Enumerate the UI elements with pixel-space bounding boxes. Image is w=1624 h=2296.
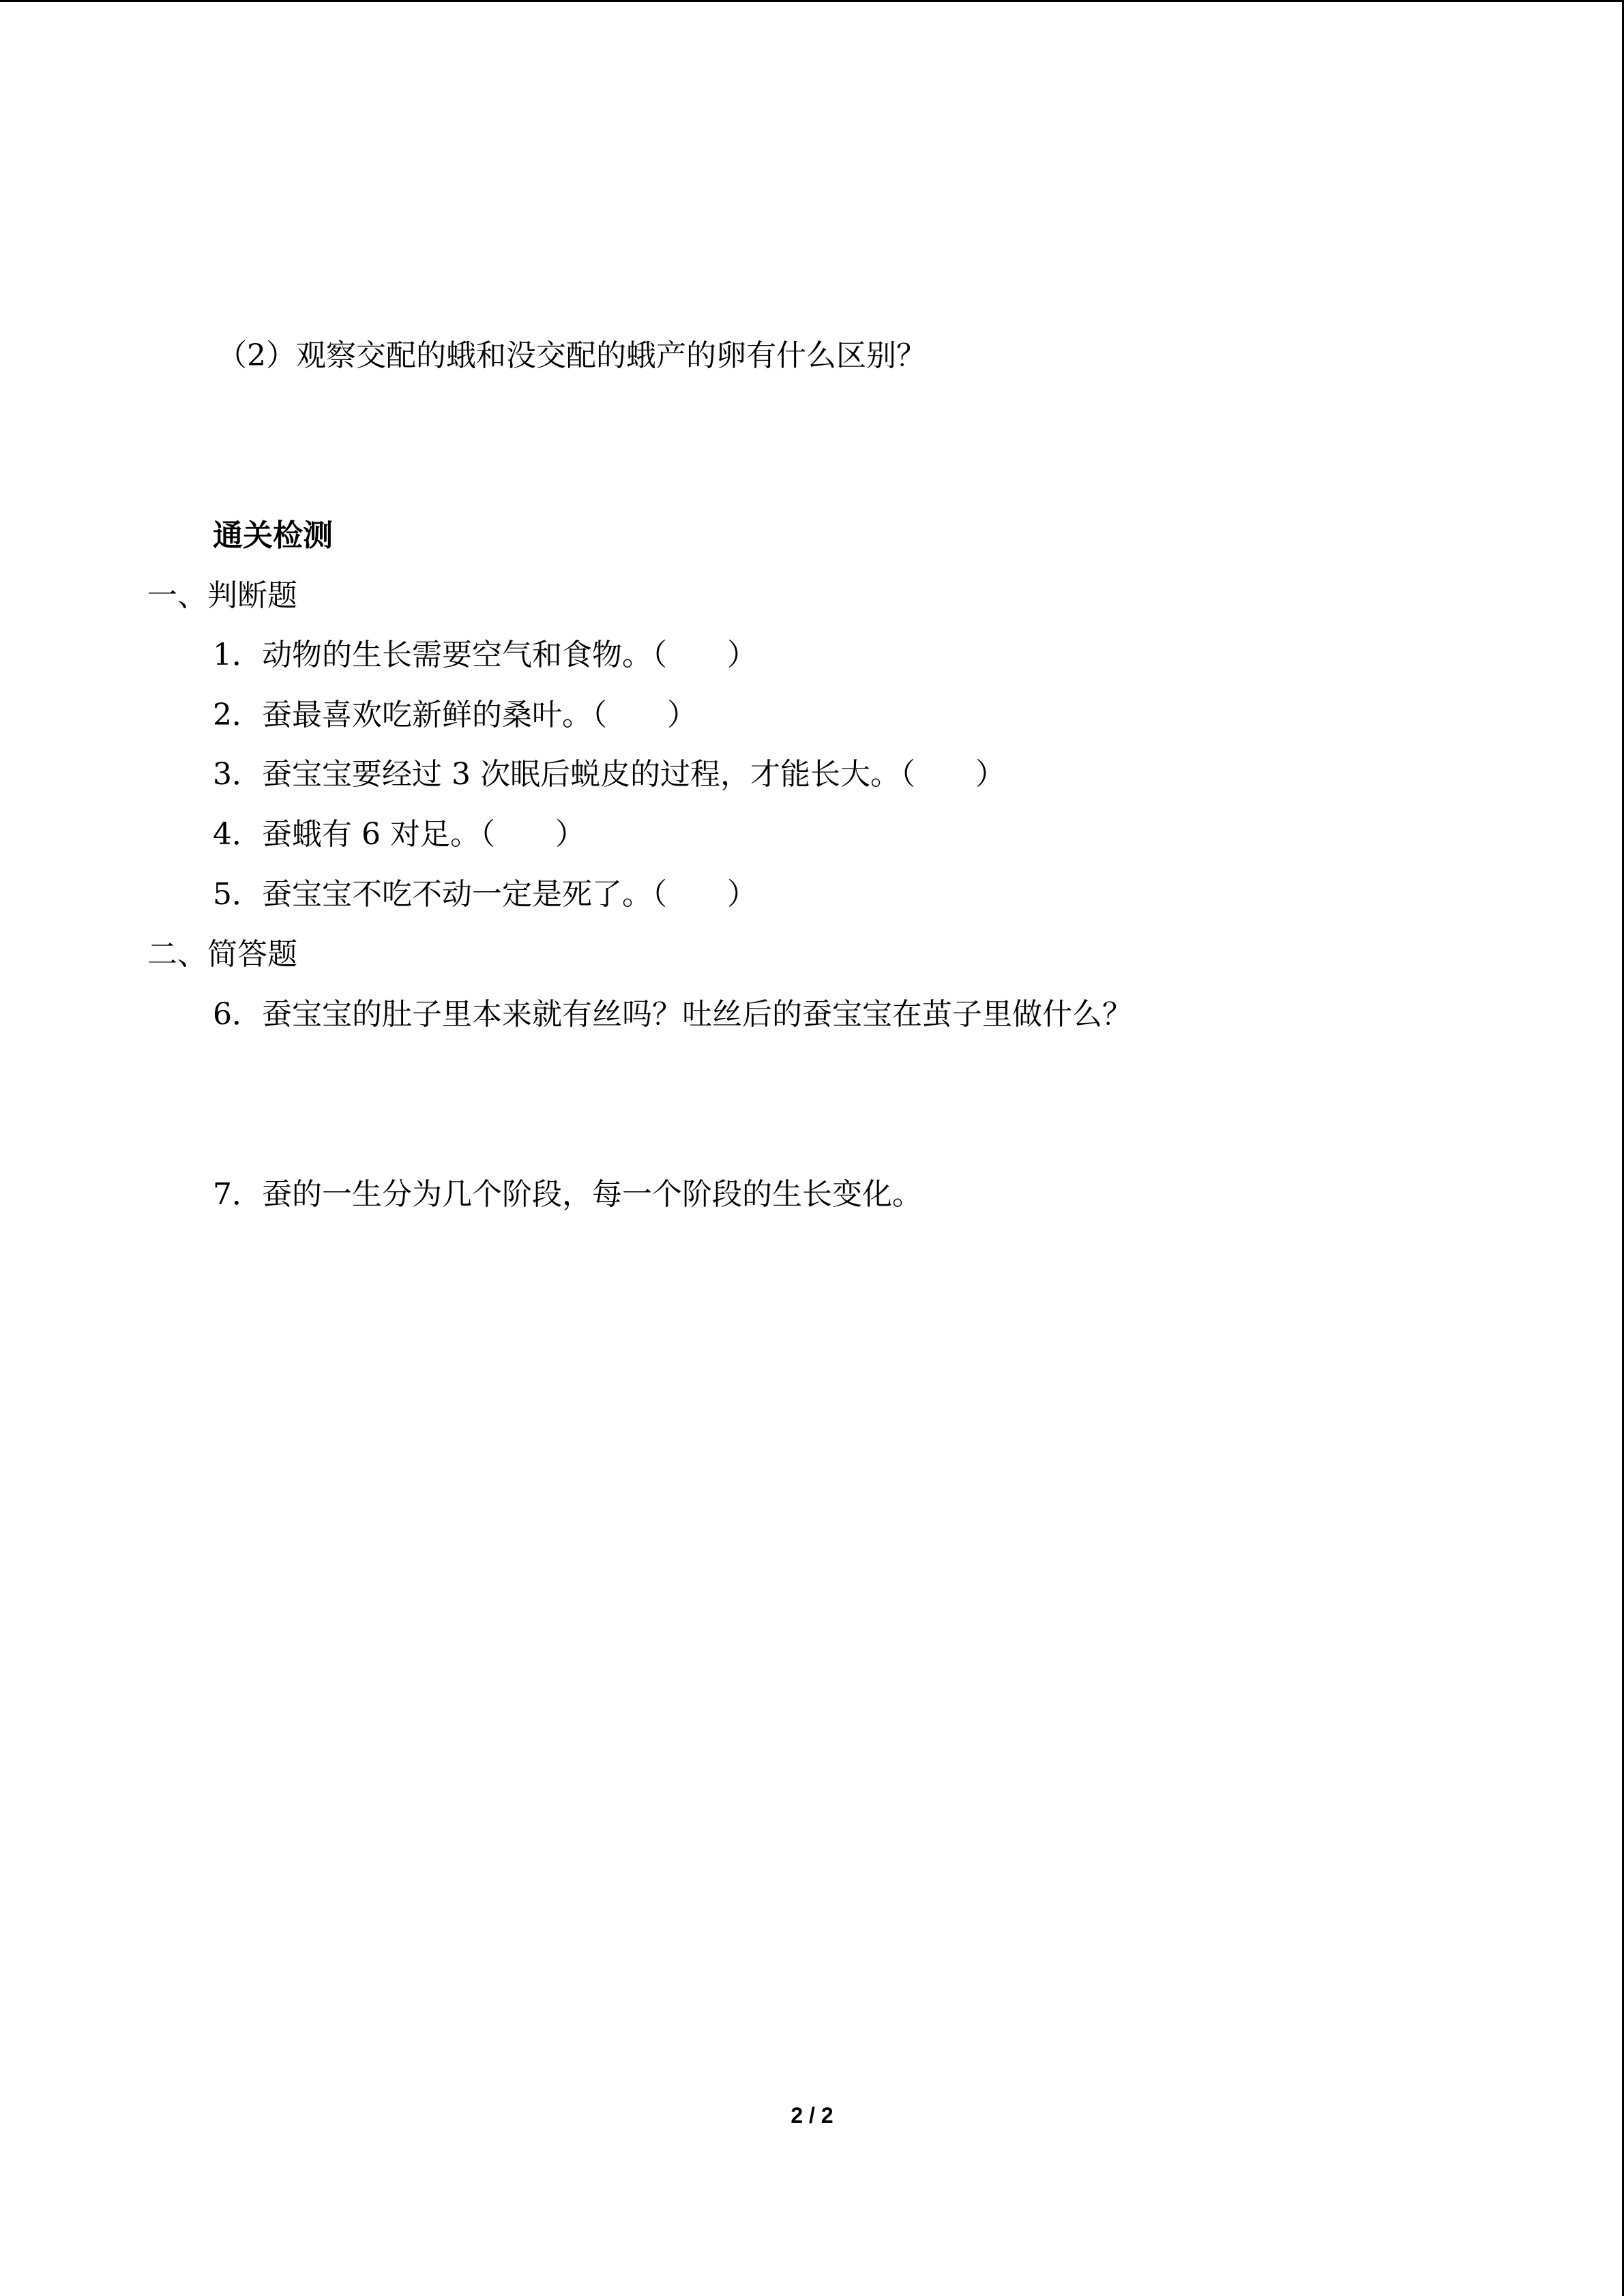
judgment-item-1: 1．动物的生长需要空气和食物。（ ） (213, 638, 757, 672)
section-title: 通关检测 (213, 518, 333, 553)
judgment-item-3: 3．蚕宝宝要经过 3 次眠后蜕皮的过程，才能长大。（ ） (213, 757, 1005, 792)
sub-question-2: （2）观察交配的蛾和没交配的蛾产的卵有什么区别？ (217, 338, 926, 373)
page-border-top (0, 0, 1624, 2)
part-one-heading: 一、判断题 (147, 578, 297, 613)
judgment-item-2: 2．蚕最喜欢吃新鲜的桑叶。（ ） (213, 698, 697, 732)
page-number: 2 / 2 (791, 2103, 833, 2128)
part-two-heading: 二、简答题 (147, 937, 297, 972)
judgment-item-5: 5．蚕宝宝不吃不动一定是死了。（ ） (213, 877, 757, 912)
judgment-item-4: 4．蚕蛾有 6 对足。（ ） (213, 817, 585, 852)
short-answer-item-7: 7．蚕的一生分为几个阶段，每一个阶段的生长变化。 (213, 1177, 922, 1212)
short-answer-item-6: 6．蚕宝宝的肚子里本来就有丝吗？吐丝后的蚕宝宝在茧子里做什么？ (213, 997, 1132, 1032)
